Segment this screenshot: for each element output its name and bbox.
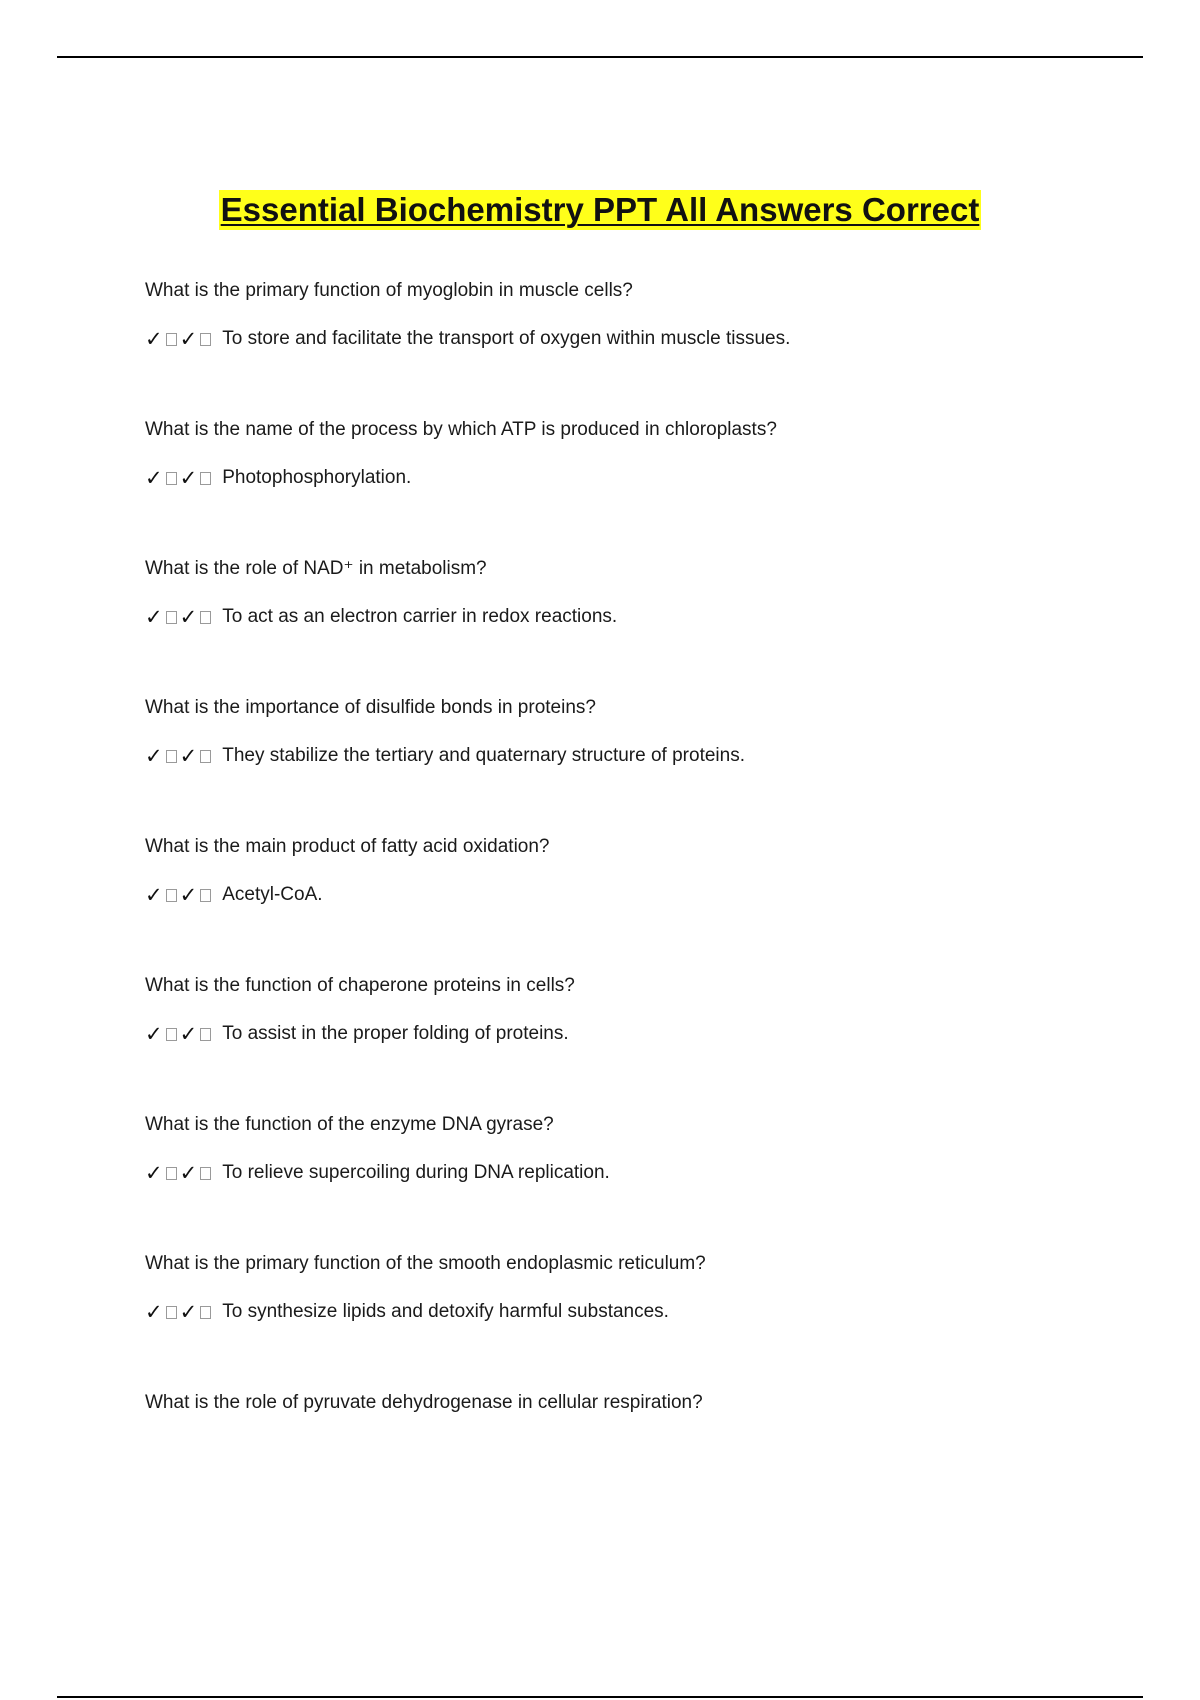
check-icon: ✓ [145, 883, 163, 907]
box-icon [166, 1167, 177, 1180]
check-marks [145, 1158, 214, 1188]
question-text: What is the primary function of myoglobin in muscle cells? [145, 280, 633, 301]
box-icon [166, 611, 177, 624]
box-icon [166, 1028, 177, 1041]
check-marks [145, 602, 214, 632]
question-text: What is the importance of disulfide bonds in proteins? [145, 697, 596, 718]
box-icon [166, 333, 177, 346]
qa-item [145, 1249, 1105, 1388]
check-icon: ✓ [179, 466, 198, 490]
question-text: What is the function of chaperone proteins in cells? [145, 975, 575, 996]
box-icon [200, 750, 211, 763]
question-text: What is the role of NAD⁺ in metabolism? [145, 558, 487, 579]
box-icon [166, 1306, 177, 1319]
check-icon: ✓ [179, 744, 198, 768]
qa-item [145, 971, 1105, 1110]
answer-line [145, 741, 1105, 771]
answer-line [145, 463, 1105, 493]
check-icon: ✓ [179, 883, 198, 907]
answer-line [145, 1019, 1105, 1049]
box-icon [200, 333, 211, 346]
answer-text: To synthesize lipids and detoxify harmful substances. [222, 1301, 669, 1322]
check-icon: ✓ [179, 1300, 198, 1324]
question-text: What is the name of the process by which ATP is produced in chloroplasts? [145, 419, 777, 440]
check-icon: ✓ [179, 605, 198, 629]
qa-item [145, 554, 1105, 693]
check-marks [145, 741, 214, 771]
check-marks [145, 1019, 214, 1049]
document-title: Essential Biochemistry PPT All Answers Correct [220, 191, 980, 228]
answer-text: To store and facilitate the transport of oxygen within muscle tissues. [222, 328, 791, 349]
box-icon [200, 889, 211, 902]
answer-text: Acetyl-CoA. [222, 884, 323, 905]
answer-line [145, 1158, 1105, 1188]
check-marks [145, 463, 214, 493]
title-container [0, 190, 1200, 230]
qa-item [145, 1388, 1105, 1527]
box-icon [166, 750, 177, 763]
question-text: What is the main product of fatty acid oxidation? [145, 836, 550, 857]
check-marks [145, 1297, 214, 1327]
check-icon: ✓ [179, 327, 198, 351]
question-text: What is the function of the enzyme DNA gyrase? [145, 1114, 554, 1135]
answer-text: To assist in the proper folding of proteins. [222, 1023, 569, 1044]
check-icon: ✓ [145, 327, 163, 351]
check-icon: ✓ [145, 605, 163, 629]
box-icon [166, 472, 177, 485]
answer-line [145, 880, 1105, 910]
answer-text: To relieve supercoiling during DNA replication. [222, 1162, 610, 1183]
check-icon: ✓ [145, 1022, 163, 1046]
qa-item [145, 1110, 1105, 1249]
qa-item [145, 693, 1105, 832]
box-icon [200, 1028, 211, 1041]
top-rule [57, 56, 1143, 58]
check-icon: ✓ [179, 1161, 198, 1185]
check-icon: ✓ [179, 1022, 198, 1046]
qa-item [145, 276, 1105, 415]
qa-item [145, 415, 1105, 554]
answer-line [145, 324, 1105, 354]
question-text: What is the primary function of the smooth endoplasmic reticulum? [145, 1253, 706, 1274]
box-icon [166, 889, 177, 902]
box-icon [200, 1306, 211, 1319]
check-icon: ✓ [145, 744, 163, 768]
box-icon [200, 611, 211, 624]
check-icon: ✓ [145, 1161, 163, 1185]
box-icon [200, 472, 211, 485]
qa-item [145, 832, 1105, 971]
check-marks [145, 880, 214, 910]
question-text: What is the role of pyruvate dehydrogenase in cellular respiration? [145, 1392, 703, 1413]
answer-line [145, 602, 1105, 632]
answer-text: To act as an electron carrier in redox reactions. [222, 606, 618, 627]
check-marks [145, 324, 214, 354]
answer-text: They stabilize the tertiary and quaternary structure of proteins. [222, 745, 745, 766]
answer-line [145, 1297, 1105, 1327]
check-icon: ✓ [145, 1300, 163, 1324]
bottom-rule [57, 1696, 1143, 1698]
check-icon: ✓ [145, 466, 163, 490]
box-icon [200, 1167, 211, 1180]
qa-list [145, 276, 1105, 1527]
answer-text: Photophosphorylation. [222, 467, 412, 488]
